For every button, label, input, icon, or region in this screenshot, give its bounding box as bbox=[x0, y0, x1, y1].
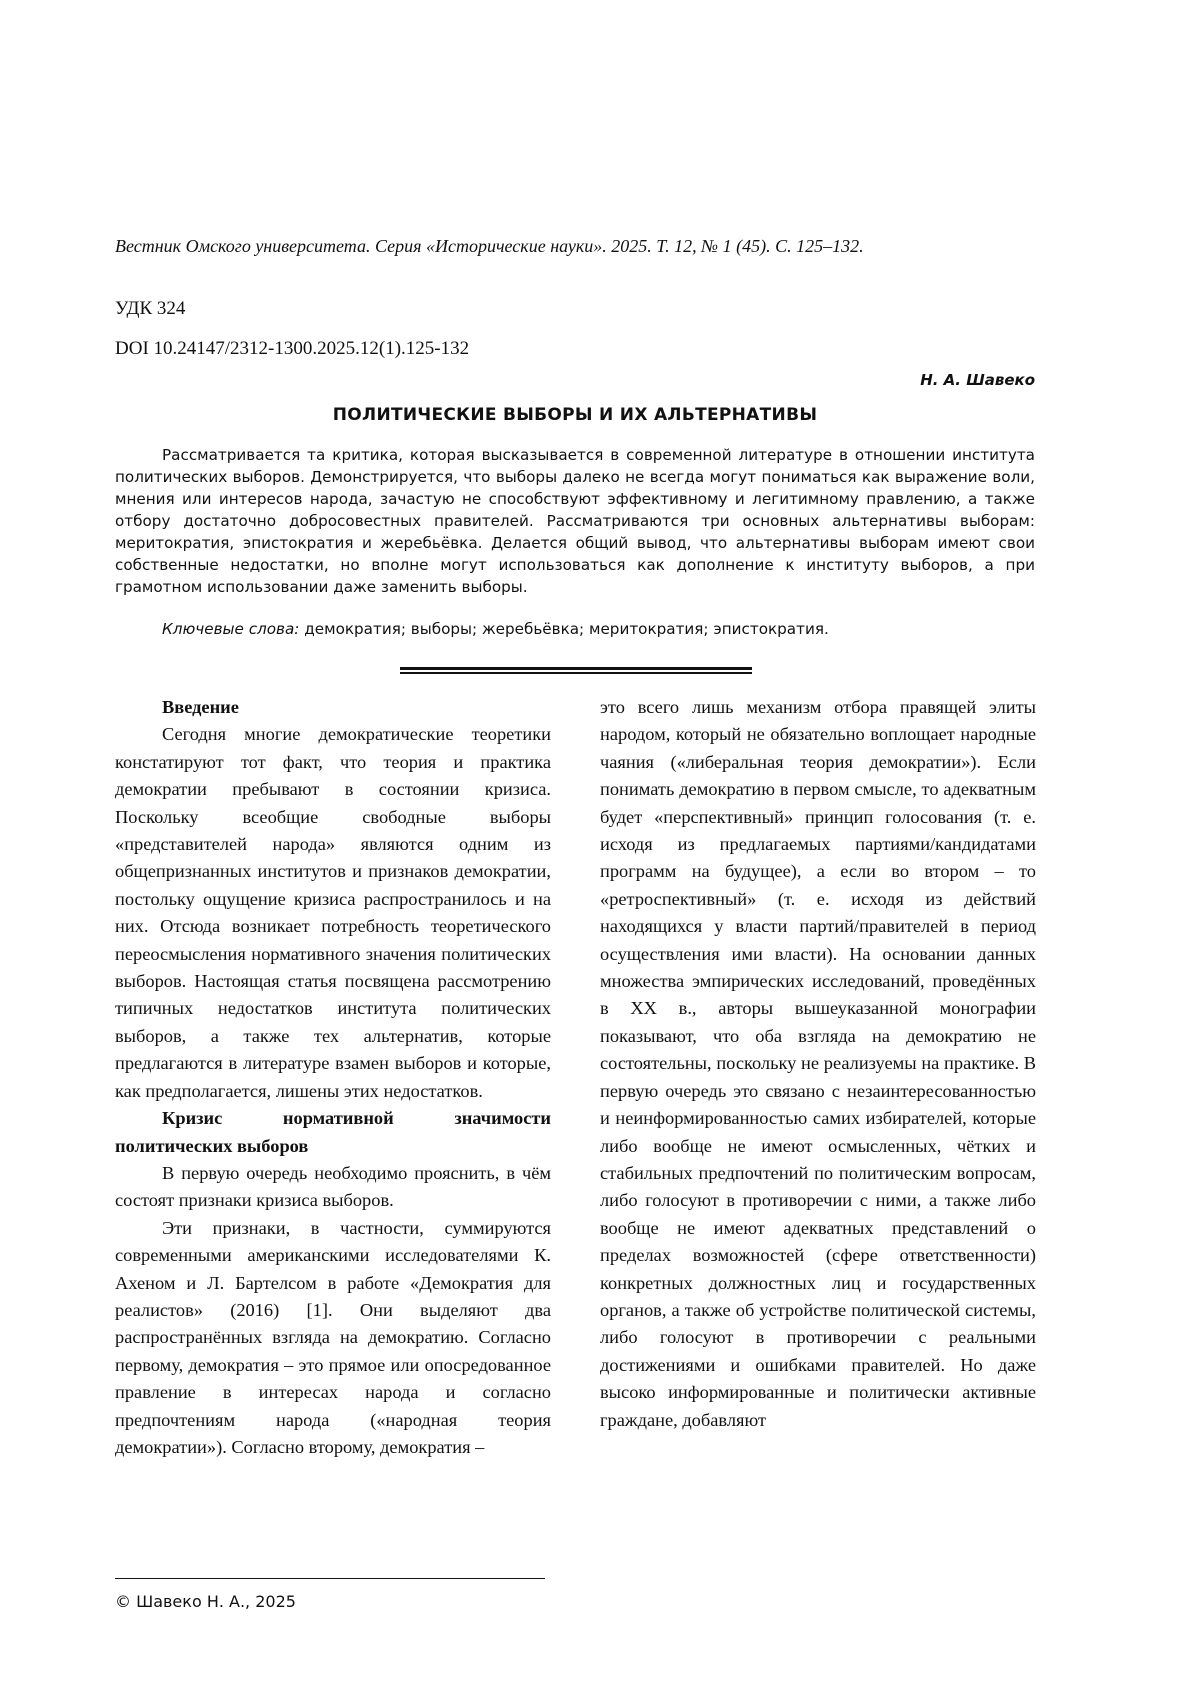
left-column bbox=[115, 694, 551, 1461]
right-column bbox=[600, 694, 1036, 1434]
keywords-value: демократия; выборы; жеребьёвка; меритократия; эпистократия. bbox=[299, 620, 829, 638]
keywords bbox=[162, 620, 829, 638]
udk-code: УДК 324 bbox=[115, 298, 186, 319]
doi-identifier: DOI 10.24147/2312-1300.2025.12(1).125-132 bbox=[115, 338, 470, 359]
section-divider bbox=[400, 667, 752, 674]
author-name: Н. А. Шавеко bbox=[920, 371, 1035, 389]
footnote-rule bbox=[115, 1578, 545, 1579]
abstract: Рассматривается та критика, которая высказывается в современной литературе в отношении института политических выборов. Демонстрируется, что выборы далеко не всегда могут пониматься как выражение воли, мнения или интересов народа, зачастую не способствуют эффективному и легитимному правлению, а также отбору достаточно добросовестных правителей. Рассматриваются три основных альтернативы выборам: меритократия, эпистократия и жеребьёвка. Делается общий вывод, что альтернативы выборам имеют свои собственные недостатки, но вполне могут использоваться как дополнение к институту выборов, а при грамотном использовании даже заменить выборы. bbox=[115, 446, 1035, 596]
journal-citation: Вестник Омского университета. Серия «Исторические науки». 2025. Т. 12, № 1 (45). С. 125–132. bbox=[115, 236, 864, 256]
article-title: ПОЛИТИЧЕСКИЕ ВЫБОРЫ И ИХ АЛЬТЕРНАТИВЫ bbox=[332, 405, 818, 425]
section-heading: Кризис нормативной значимости политических выборов bbox=[115, 1108, 551, 1156]
intro-heading: Введение bbox=[162, 697, 239, 717]
body-paragraph: Эти признаки, в частности, суммируются современными американскими исследователями К. Ахеном и Л. Бартелсом в работе «Демократия для реалистов» (2016) [1]. Они выделяют два распространённых взгляда на демократию. Согласно первому, демократия – это прямое или опосредованное правление в интересах народа и согласно предпочтениям народа («народная теория демократии»). Согласно второму, демократия – bbox=[115, 1217, 551, 1457]
keywords-label: Ключевые слова: bbox=[162, 620, 300, 638]
intro-paragraph: Сегодня многие демократические теоретики констатируют тот факт, что теория и практика демократии пребывают в состоянии кризиса. Поскольку всеобщие свободные выборы «представителей народа» являются одним из общепризнанных институтов и признаков демократии, постольку ощущение кризиса распространилось и на них. Отсюда возникает потребность теоретического переосмысления нормативного значения политических выборов. Настоящая статья посвящена рассмотрению типичных недостатков института политических выборов, а также тех альтернатив, которые предлагаются в литературе взамен выборов и которые, как предполагается, лишены этих недостатков. bbox=[115, 724, 551, 1101]
body-paragraph: В первую очередь необходимо прояснить, в чём состоят признаки кризиса выборов. bbox=[115, 1162, 551, 1211]
copyright-notice: © Шавеко Н. А., 2025 bbox=[115, 1592, 296, 1611]
body-paragraph-continued: это всего лишь механизм отбора правящей элиты народом, который не обязательно воплощает народные чаяния («либеральная теория демократии»). Если понимать демократию в первом смысле, то адекватным будет «перспективный» принцип голосования (т. е. исходя из предлагаемых партиями/кандидатами программ на будущее), а если во втором – то «ретроспективный» (т. е. исходя из действий находящихся у власти партий/правителей в период осуществления ими власти). На основании данных множества эмпирических исследований, проведённых в XX в., авторы вышеуказанной монографии показывают, что оба взгляда на демократию не состоятельны, поскольку не реализуемы на практике. В первую очередь это связано с незаинтересованностью и неинформированностью самих избирателей, которые либо вообще не имеют осмысленных, чётких и стабильных предпочтений по политическим вопросам, либо голосуют в противоречии с ними, а также либо вообще не имеют адекватных представлений о пределах возможностей (сфере ответственности) конкретных должностных лиц и государственных органов, а также об устройстве политической системы, либо голосуют в противоречии с реальными достижениями и ошибками правителей. Но даже высоко информированные и политически активные граждане, добавляют bbox=[600, 697, 1036, 1430]
